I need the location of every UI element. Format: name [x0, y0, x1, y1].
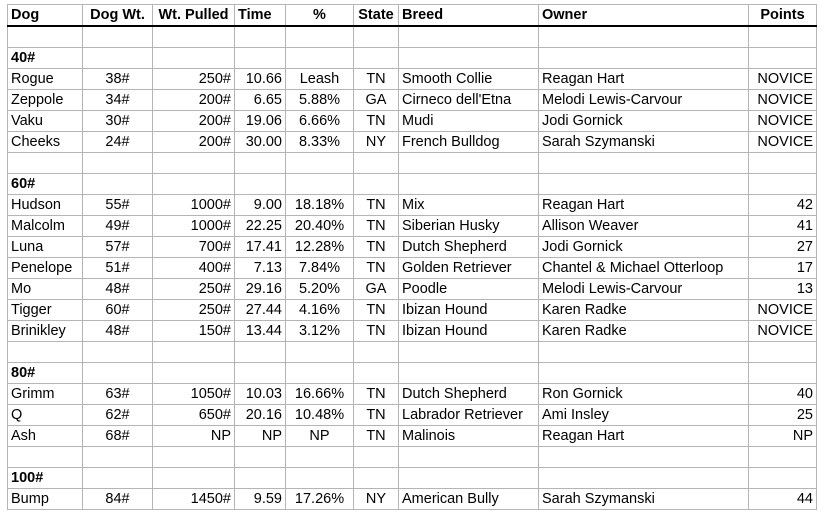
table-row: [8, 111, 817, 132]
cell-percent[interactable]: 3.12%: [286, 321, 354, 342]
cell-dog[interactable]: Brinikley: [8, 321, 83, 342]
cell-percent[interactable]: 5.20%: [286, 279, 354, 300]
empty-cell[interactable]: [8, 447, 83, 468]
empty-cell[interactable]: [354, 447, 399, 468]
empty-cell[interactable]: [354, 153, 399, 174]
empty-cell[interactable]: [286, 363, 354, 384]
cell-owner[interactable]: Reagan Hart: [539, 69, 749, 90]
empty-cell[interactable]: [235, 447, 286, 468]
empty-cell[interactable]: [539, 174, 749, 195]
cell-owner[interactable]: Melodi Lewis-Carvour: [539, 90, 749, 111]
cell-time[interactable]: 7.13: [235, 258, 286, 279]
cell-time[interactable]: 17.41: [235, 237, 286, 258]
cell-breed[interactable]: Malinois: [399, 426, 539, 447]
cell-owner[interactable]: Ami Insley: [539, 405, 749, 426]
empty-cell[interactable]: [539, 153, 749, 174]
cell-percent[interactable]: 6.66%: [286, 111, 354, 132]
cell-owner[interactable]: Reagan Hart: [539, 195, 749, 216]
results-table: [7, 4, 817, 510]
empty-cell[interactable]: [153, 174, 235, 195]
empty-cell[interactable]: [235, 48, 286, 69]
cell-weight-pulled[interactable]: 1000#: [153, 216, 235, 237]
empty-cell[interactable]: [749, 468, 817, 489]
empty-cell[interactable]: [749, 26, 817, 48]
cell-owner[interactable]: Allison Weaver: [539, 216, 749, 237]
cell-breed[interactable]: Cirneco dell'Etna: [399, 90, 539, 111]
cell-dog[interactable]: Q: [8, 405, 83, 426]
empty-cell[interactable]: [83, 26, 153, 48]
empty-cell[interactable]: [539, 468, 749, 489]
cell-percent[interactable]: Leash: [286, 69, 354, 90]
cell-state[interactable]: TN: [354, 405, 399, 426]
table-row: [8, 195, 817, 216]
table-row: [8, 300, 817, 321]
column-header-dog[interactable]: Dog: [8, 5, 83, 27]
cell-state[interactable]: TN: [354, 258, 399, 279]
cell-state[interactable]: TN: [354, 216, 399, 237]
cell-weight-pulled[interactable]: 650#: [153, 405, 235, 426]
empty-cell[interactable]: [539, 342, 749, 363]
table-row: [8, 405, 817, 426]
cell-dog[interactable]: Luna: [8, 237, 83, 258]
cell-weight-pulled[interactable]: 250#: [153, 300, 235, 321]
empty-cell[interactable]: [399, 153, 539, 174]
empty-cell[interactable]: [399, 447, 539, 468]
cell-dog[interactable]: Vaku: [8, 111, 83, 132]
cell-breed[interactable]: Siberian Husky: [399, 216, 539, 237]
cell-dog[interactable]: Zeppole: [8, 90, 83, 111]
cell-breed[interactable]: Smooth Collie: [399, 69, 539, 90]
empty-cell[interactable]: [399, 468, 539, 489]
cell-weight-pulled[interactable]: 250#: [153, 279, 235, 300]
spacer-row: [8, 153, 817, 174]
column-header-weight-pulled[interactable]: Wt. Pulled: [153, 5, 235, 27]
empty-cell[interactable]: [235, 363, 286, 384]
cell-weight-pulled[interactable]: 200#: [153, 90, 235, 111]
cell-dog-weight[interactable]: 60#: [83, 300, 153, 321]
table-body: [8, 26, 817, 510]
empty-cell[interactable]: [235, 26, 286, 48]
empty-cell[interactable]: [399, 363, 539, 384]
empty-cell[interactable]: [8, 26, 83, 48]
cell-time[interactable]: 22.25: [235, 216, 286, 237]
empty-cell[interactable]: [83, 48, 153, 69]
empty-cell[interactable]: [83, 447, 153, 468]
cell-weight-pulled[interactable]: 1050#: [153, 384, 235, 405]
cell-owner[interactable]: Jodi Gornick: [539, 111, 749, 132]
empty-cell[interactable]: [83, 153, 153, 174]
cell-owner[interactable]: Sarah Szymanski: [539, 132, 749, 153]
empty-cell[interactable]: [153, 447, 235, 468]
cell-weight-pulled[interactable]: 400#: [153, 258, 235, 279]
table-row: [8, 237, 817, 258]
empty-cell[interactable]: [286, 26, 354, 48]
table-row: [8, 69, 817, 90]
cell-dog-weight[interactable]: 51#: [83, 258, 153, 279]
cell-breed[interactable]: Mix: [399, 195, 539, 216]
cell-time[interactable]: 9.59: [235, 489, 286, 510]
empty-cell[interactable]: [749, 342, 817, 363]
column-header-dog-weight[interactable]: Dog Wt.: [83, 5, 153, 27]
cell-dog[interactable]: Malcolm: [8, 216, 83, 237]
table-row: [8, 258, 817, 279]
cell-state[interactable]: TN: [354, 384, 399, 405]
spacer-row: [8, 26, 817, 48]
empty-cell[interactable]: [354, 342, 399, 363]
empty-cell[interactable]: [153, 468, 235, 489]
cell-weight-pulled[interactable]: NP: [153, 426, 235, 447]
empty-cell[interactable]: [354, 48, 399, 69]
table-row: [8, 489, 817, 510]
empty-cell[interactable]: [235, 342, 286, 363]
cell-dog-weight[interactable]: 48#: [83, 279, 153, 300]
cell-dog[interactable]: Mo: [8, 279, 83, 300]
weight-class-label[interactable]: 100#: [8, 468, 83, 489]
column-header-state[interactable]: State: [354, 5, 399, 27]
cell-breed[interactable]: Golden Retriever: [399, 258, 539, 279]
cell-percent[interactable]: 17.26%: [286, 489, 354, 510]
cell-weight-pulled[interactable]: 1450#: [153, 489, 235, 510]
cell-percent[interactable]: 5.88%: [286, 90, 354, 111]
cell-points[interactable]: NOVICE: [749, 90, 817, 111]
cell-owner[interactable]: Jodi Gornick: [539, 237, 749, 258]
cell-points[interactable]: 44: [749, 489, 817, 510]
cell-points[interactable]: 42: [749, 195, 817, 216]
cell-state[interactable]: NY: [354, 132, 399, 153]
weight-class-row: [8, 468, 817, 489]
empty-cell[interactable]: [539, 26, 749, 48]
cell-breed[interactable]: Poodle: [399, 279, 539, 300]
empty-cell[interactable]: [286, 342, 354, 363]
cell-percent[interactable]: 8.33%: [286, 132, 354, 153]
cell-percent[interactable]: 16.66%: [286, 384, 354, 405]
cell-owner[interactable]: Karen Radke: [539, 321, 749, 342]
cell-dog-weight[interactable]: 84#: [83, 489, 153, 510]
cell-owner[interactable]: Reagan Hart: [539, 426, 749, 447]
cell-percent[interactable]: 12.28%: [286, 237, 354, 258]
cell-breed[interactable]: Labrador Retriever: [399, 405, 539, 426]
empty-cell[interactable]: [153, 26, 235, 48]
cell-dog-weight[interactable]: 55#: [83, 195, 153, 216]
cell-dog-weight[interactable]: 24#: [83, 132, 153, 153]
cell-weight-pulled[interactable]: 1000#: [153, 195, 235, 216]
cell-points[interactable]: NOVICE: [749, 321, 817, 342]
empty-cell[interactable]: [8, 342, 83, 363]
empty-cell[interactable]: [286, 48, 354, 69]
column-header-breed[interactable]: Breed: [399, 5, 539, 27]
cell-state[interactable]: NY: [354, 489, 399, 510]
weight-class-row: [8, 174, 817, 195]
cell-dog-weight[interactable]: 30#: [83, 111, 153, 132]
cell-points[interactable]: 17: [749, 258, 817, 279]
empty-cell[interactable]: [399, 48, 539, 69]
empty-cell[interactable]: [83, 342, 153, 363]
empty-cell[interactable]: [83, 468, 153, 489]
cell-dog-weight[interactable]: 68#: [83, 426, 153, 447]
cell-points[interactable]: 27: [749, 237, 817, 258]
cell-dog-weight[interactable]: 48#: [83, 321, 153, 342]
cell-weight-pulled[interactable]: 700#: [153, 237, 235, 258]
cell-time[interactable]: NP: [235, 426, 286, 447]
cell-dog[interactable]: Penelope: [8, 258, 83, 279]
cell-points[interactable]: 40: [749, 384, 817, 405]
empty-cell[interactable]: [749, 174, 817, 195]
cell-dog-weight[interactable]: 62#: [83, 405, 153, 426]
weight-class-label[interactable]: 60#: [8, 174, 83, 195]
cell-owner[interactable]: Sarah Szymanski: [539, 489, 749, 510]
cell-points[interactable]: NP: [749, 426, 817, 447]
table-row: [8, 90, 817, 111]
cell-breed[interactable]: American Bully: [399, 489, 539, 510]
cell-dog[interactable]: Tigger: [8, 300, 83, 321]
empty-cell[interactable]: [153, 153, 235, 174]
cell-state[interactable]: TN: [354, 111, 399, 132]
cell-dog[interactable]: Cheeks: [8, 132, 83, 153]
cell-dog[interactable]: Hudson: [8, 195, 83, 216]
cell-points[interactable]: NOVICE: [749, 69, 817, 90]
cell-weight-pulled[interactable]: 200#: [153, 132, 235, 153]
cell-points[interactable]: 13: [749, 279, 817, 300]
empty-cell[interactable]: [153, 363, 235, 384]
cell-percent[interactable]: 10.48%: [286, 405, 354, 426]
cell-percent[interactable]: 4.16%: [286, 300, 354, 321]
cell-dog[interactable]: Rogue: [8, 69, 83, 90]
column-header-owner[interactable]: Owner: [539, 5, 749, 27]
cell-time[interactable]: 10.03: [235, 384, 286, 405]
cell-dog[interactable]: Grimm: [8, 384, 83, 405]
cell-state[interactable]: GA: [354, 90, 399, 111]
weight-class-label[interactable]: 40#: [8, 48, 83, 69]
column-header-percent[interactable]: %: [286, 5, 354, 27]
cell-owner[interactable]: Ron Gornick: [539, 384, 749, 405]
cell-state[interactable]: TN: [354, 195, 399, 216]
cell-breed[interactable]: Ibizan Hound: [399, 300, 539, 321]
cell-time[interactable]: 20.16: [235, 405, 286, 426]
cell-time[interactable]: 13.44: [235, 321, 286, 342]
cell-percent[interactable]: NP: [286, 426, 354, 447]
table-row: [8, 321, 817, 342]
empty-cell[interactable]: [749, 153, 817, 174]
empty-cell[interactable]: [749, 48, 817, 69]
column-header-points[interactable]: Points: [749, 5, 817, 27]
table-row: [8, 384, 817, 405]
empty-cell[interactable]: [399, 342, 539, 363]
cell-owner[interactable]: Melodi Lewis-Carvour: [539, 279, 749, 300]
weight-class-row: [8, 48, 817, 69]
cell-percent[interactable]: 7.84%: [286, 258, 354, 279]
empty-cell[interactable]: [235, 468, 286, 489]
table-row: [8, 216, 817, 237]
empty-cell[interactable]: [354, 174, 399, 195]
cell-dog-weight[interactable]: 49#: [83, 216, 153, 237]
cell-state[interactable]: GA: [354, 279, 399, 300]
empty-cell[interactable]: [83, 363, 153, 384]
cell-state[interactable]: TN: [354, 321, 399, 342]
cell-points[interactable]: NOVICE: [749, 111, 817, 132]
cell-dog-weight[interactable]: 63#: [83, 384, 153, 405]
cell-state[interactable]: TN: [354, 69, 399, 90]
cell-dog-weight[interactable]: 34#: [83, 90, 153, 111]
cell-weight-pulled[interactable]: 150#: [153, 321, 235, 342]
weight-class-row: [8, 363, 817, 384]
empty-cell[interactable]: [153, 342, 235, 363]
cell-percent[interactable]: 18.18%: [286, 195, 354, 216]
cell-breed[interactable]: Dutch Shepherd: [399, 237, 539, 258]
table-row: [8, 132, 817, 153]
empty-cell[interactable]: [749, 363, 817, 384]
cell-time[interactable]: 9.00: [235, 195, 286, 216]
empty-cell[interactable]: [286, 468, 354, 489]
empty-cell[interactable]: [354, 468, 399, 489]
cell-points[interactable]: NOVICE: [749, 300, 817, 321]
cell-weight-pulled[interactable]: 200#: [153, 111, 235, 132]
cell-time[interactable]: 30.00: [235, 132, 286, 153]
empty-cell[interactable]: [286, 153, 354, 174]
cell-time[interactable]: 6.65: [235, 90, 286, 111]
empty-cell[interactable]: [539, 48, 749, 69]
empty-cell[interactable]: [539, 363, 749, 384]
empty-cell[interactable]: [354, 363, 399, 384]
cell-dog-weight[interactable]: 38#: [83, 69, 153, 90]
empty-cell[interactable]: [286, 447, 354, 468]
cell-points[interactable]: NOVICE: [749, 132, 817, 153]
table-row: [8, 279, 817, 300]
cell-dog[interactable]: Bump: [8, 489, 83, 510]
cell-state[interactable]: TN: [354, 300, 399, 321]
cell-owner[interactable]: Chantel & Michael Otterloop: [539, 258, 749, 279]
empty-cell[interactable]: [235, 174, 286, 195]
cell-percent[interactable]: 20.40%: [286, 216, 354, 237]
spacer-row: [8, 342, 817, 363]
cell-breed[interactable]: French Bulldog: [399, 132, 539, 153]
cell-time[interactable]: 29.16: [235, 279, 286, 300]
empty-cell[interactable]: [83, 174, 153, 195]
empty-cell[interactable]: [539, 447, 749, 468]
empty-cell[interactable]: [749, 447, 817, 468]
cell-time[interactable]: 27.44: [235, 300, 286, 321]
spacer-row: [8, 447, 817, 468]
cell-time[interactable]: 19.06: [235, 111, 286, 132]
empty-cell[interactable]: [235, 153, 286, 174]
cell-weight-pulled[interactable]: 250#: [153, 69, 235, 90]
empty-cell[interactable]: [399, 174, 539, 195]
cell-points[interactable]: 41: [749, 216, 817, 237]
cell-breed[interactable]: Dutch Shepherd: [399, 384, 539, 405]
cell-time[interactable]: 10.66: [235, 69, 286, 90]
column-header-time[interactable]: Time: [235, 5, 286, 27]
cell-breed[interactable]: Ibizan Hound: [399, 321, 539, 342]
empty-cell[interactable]: [153, 48, 235, 69]
cell-dog-weight[interactable]: 57#: [83, 237, 153, 258]
empty-cell[interactable]: [8, 153, 83, 174]
table-row: [8, 426, 817, 447]
empty-cell[interactable]: [286, 174, 354, 195]
cell-points[interactable]: 25: [749, 405, 817, 426]
header-row: [8, 5, 817, 27]
cell-owner[interactable]: Karen Radke: [539, 300, 749, 321]
cell-breed[interactable]: Mudi: [399, 111, 539, 132]
weight-class-label[interactable]: 80#: [8, 363, 83, 384]
empty-cell[interactable]: [399, 26, 539, 48]
cell-state[interactable]: TN: [354, 426, 399, 447]
empty-cell[interactable]: [354, 26, 399, 48]
cell-dog[interactable]: Ash: [8, 426, 83, 447]
cell-state[interactable]: TN: [354, 237, 399, 258]
